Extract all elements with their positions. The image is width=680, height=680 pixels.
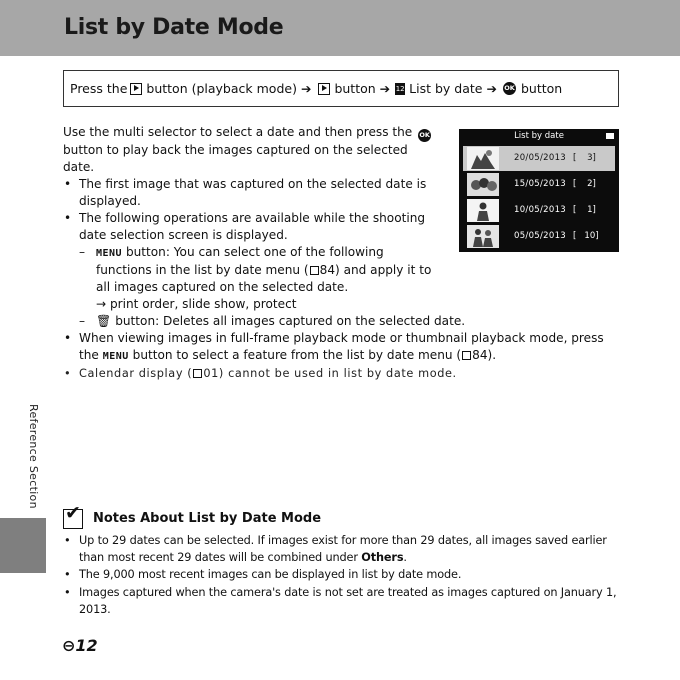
menu-button-icon: MENU (96, 248, 123, 259)
book-icon (193, 369, 202, 378)
path-button1-text: button (playback mode) (146, 81, 297, 96)
b3-text-b: button to select a feature from the list by date menu ( (132, 348, 462, 362)
path-button2-text: button (334, 81, 376, 96)
trash-icon: 🗑 (96, 314, 112, 328)
dash-menu-text: button: You can select one of the following functions in the list by date menu ( (96, 245, 384, 277)
intro-line1: Use the multi selector to select a date and then press the (63, 125, 413, 139)
row-date: 05/05/2013 (514, 231, 566, 241)
dash-delete-button: – 🗑 button: Deletes all images captured on the selected date. (79, 314, 466, 328)
note-date-not-set: • Images captured when the camera's date is not set are treated as images captured on January 1, 2013. (63, 584, 623, 618)
note1-bold: Others (361, 551, 404, 565)
dash-menu-button: – MENU button: You can select one of the following functions in the list by date menu ( 84) and apply it to all images captured on the selected date. (79, 245, 432, 294)
b4-ref: 01) cannot be used in list by date mode. (203, 367, 457, 380)
page-number (62, 636, 98, 655)
ok-button-icon: OK (503, 82, 516, 95)
date-row[interactable] (463, 198, 615, 223)
page-header (0, 0, 680, 56)
arrow-right-icon: ➔ (300, 81, 312, 96)
b3-text-a: When viewing images in full-frame playback mode or thumbnail playback mode, press the (79, 331, 604, 362)
arrow-right-icon: ➔ (486, 81, 497, 96)
thumbnail-image (467, 173, 499, 196)
row-count: [ 10] (573, 231, 599, 241)
date-row-selected[interactable] (463, 146, 615, 171)
dash-menu-arrow-line: → print order, slide show, protect (96, 297, 297, 311)
intro-paragraph (63, 124, 441, 176)
path-press-text: Press the (70, 81, 128, 96)
operation-path-box (63, 70, 619, 107)
page-title: List by Date Mode (64, 15, 284, 40)
date-row[interactable] (463, 224, 615, 249)
sidebar-tab (0, 518, 46, 573)
thumbnail-image (467, 147, 499, 170)
b3-ref: 84). (472, 348, 497, 362)
check-icon (63, 509, 83, 529)
bullet-operations: • The following operations are available while the shooting date selection screen is displayed. (63, 210, 441, 244)
row-count: [ 1] (573, 205, 596, 215)
notes-header (63, 509, 623, 529)
date-row[interactable] (463, 172, 615, 197)
list-by-date-icon: 12 (395, 84, 405, 93)
notes-section (63, 509, 623, 618)
reference-page-icon: ⊖ (62, 636, 76, 655)
book-icon (310, 266, 319, 275)
dash-delete-text: button: Deletes all images captured on the selected date. (115, 314, 466, 328)
arrow-right-icon: ➔ (379, 81, 391, 96)
ok-button-icon: OK (418, 129, 431, 142)
sidebar-section-label: Reference Section (27, 404, 40, 509)
playback-button-icon (318, 83, 330, 95)
screen-title: List by date (514, 131, 564, 141)
path-button3-text: button (520, 81, 563, 96)
path-menu-text: List by date (409, 81, 483, 96)
page-number-value: 12 (75, 636, 98, 655)
playback-button-icon (130, 83, 142, 95)
menu-button-icon: MENU (102, 351, 129, 362)
note1-text: Up to 29 dates can be selected. If images exist for more than 29 dates, all images saved earlier than most recent 29 dates will be combined under (79, 534, 607, 565)
row-count: [ 3] (573, 153, 596, 163)
b4-text-a: Calendar display ( (79, 367, 193, 380)
camera-screen (459, 129, 619, 252)
book-icon (462, 351, 471, 360)
row-date: 10/05/2013 (514, 205, 566, 215)
row-date: 15/05/2013 (514, 179, 566, 189)
folder-icon (606, 133, 614, 139)
notes-title: Notes About List by Date Mode (93, 511, 322, 527)
row-date: 20/05/2013 (514, 153, 566, 163)
bullet-first-image: • The first image that was captured on the selected date is displayed. (63, 176, 441, 210)
intro-line2: button to play back the images captured on the selected date. (63, 143, 408, 174)
bullet-calendar (63, 365, 623, 382)
note-9000-images: • The 9,000 most recent images can be displayed in list by date mode. (63, 566, 623, 583)
row-count: [ 2] (573, 179, 596, 189)
note-29-dates (63, 532, 623, 566)
dash-menu-ref: 84) and apply it to all images captured on the selected date. (96, 263, 432, 294)
note1-end: . (403, 551, 407, 565)
bullet-full-frame (63, 330, 623, 365)
thumbnail-image (467, 199, 499, 222)
thumbnail-image (467, 225, 499, 248)
